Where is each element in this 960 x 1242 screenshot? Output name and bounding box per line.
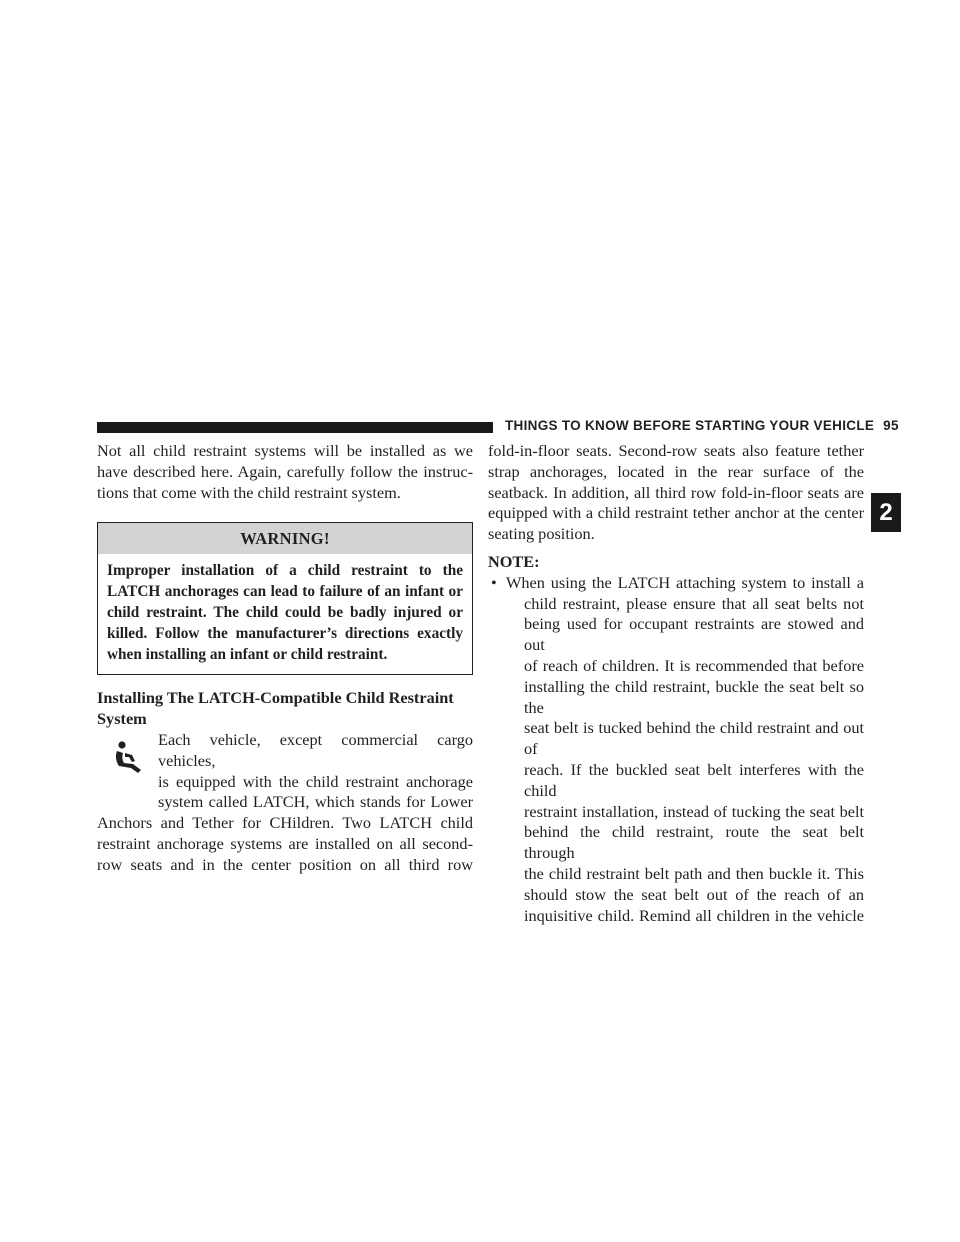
text-line: When using the LATCH attaching system to install a	[506, 572, 864, 592]
text-line: seatback. In addition, all third row fold-in-floor seats are	[488, 482, 864, 502]
text-line: should stow the seat belt out of the reach of an	[524, 884, 864, 904]
child-seat-icon	[113, 740, 143, 773]
warning-line: child restraint. The child could be badly injured or	[107, 603, 463, 621]
warning-title: WARNING!	[98, 523, 472, 554]
icon-paragraph-text	[97, 730, 473, 813]
text-line: strap anchorages, located in the rear surface of the	[488, 461, 864, 481]
text-line: installing the child restraint, buckle the seat belt so the	[524, 676, 864, 717]
text-line: is equipped with the child restraint anchorage	[158, 771, 473, 791]
continued-paragraph	[488, 441, 864, 545]
bullet-continuation	[506, 594, 864, 927]
text-line: inquisitive child. Remind all children in the vehicle	[524, 905, 864, 925]
text-line: equipped with a child restraint tether anchor at the center	[488, 503, 864, 523]
heading-line: Installing The LATCH-Compatible Child Restraint	[97, 688, 454, 708]
section-heading	[97, 688, 473, 730]
warning-line: when installing an infant or child restraint.	[107, 645, 388, 663]
text-line: child restraint, please ensure that all seat belts not	[524, 593, 864, 613]
text-line: restraint anchorage systems are installed on all second-	[97, 833, 473, 853]
running-header	[505, 418, 899, 433]
text-line: restraint installation, instead of tucking the seat belt	[524, 801, 864, 821]
text-line: fold-in-floor seats. Second-row seats also feature tether	[488, 441, 864, 460]
bullet-dot: •	[491, 572, 497, 592]
right-column	[488, 441, 864, 926]
text-line: row seats and in the center position on all third row	[97, 854, 473, 874]
text-line: being used for occupant restraints are stowed and out	[524, 614, 864, 655]
text-line: reach. If the buckled seat belt interferes with the child	[524, 759, 864, 800]
warning-line: killed. Follow the manufacturer’s directions exactly	[107, 624, 463, 642]
left-column	[97, 441, 473, 876]
text-line: the child restraint belt path and then buckle it. This	[524, 863, 864, 883]
heading-line: System	[97, 709, 147, 729]
text-line: Each vehicle, except commercial cargo vehicles,	[158, 729, 473, 770]
page-number: 95	[883, 418, 899, 433]
text-line: system called LATCH, which stands for Lower	[158, 792, 473, 812]
text-line: seating position.	[488, 524, 595, 544]
section-title: THINGS TO KNOW BEFORE STARTING YOUR VEHICLE	[505, 418, 875, 433]
note-bullet-item	[488, 573, 864, 927]
warning-line: LATCH anchorages can lead to failure of an infant or	[107, 583, 463, 601]
latch-paragraph	[97, 730, 473, 876]
text-line: seat belt is tucked behind the child restraint and out of	[524, 718, 864, 759]
intro-paragraph	[97, 441, 473, 503]
warning-body	[98, 554, 472, 674]
warning-box	[97, 522, 473, 675]
text-line: Anchors and Tether for CHildren. Two LATCH child	[97, 813, 473, 833]
text-line: tions that come with the child restraint system.	[97, 482, 401, 502]
text-line: Not all child restraint systems will be installed as we	[97, 441, 473, 460]
note-label: NOTE:	[488, 551, 540, 571]
chapter-tab: 2	[871, 493, 901, 532]
text-line: behind the child restraint, route the seat belt through	[524, 822, 864, 863]
header-rule	[97, 422, 493, 433]
warning-line: Improper installation of a child restraint to the	[107, 562, 463, 580]
text-line: have described here. Again, carefully follow the instruc-	[97, 461, 473, 481]
text-line: of reach of children. It is recommended that before	[524, 655, 864, 675]
